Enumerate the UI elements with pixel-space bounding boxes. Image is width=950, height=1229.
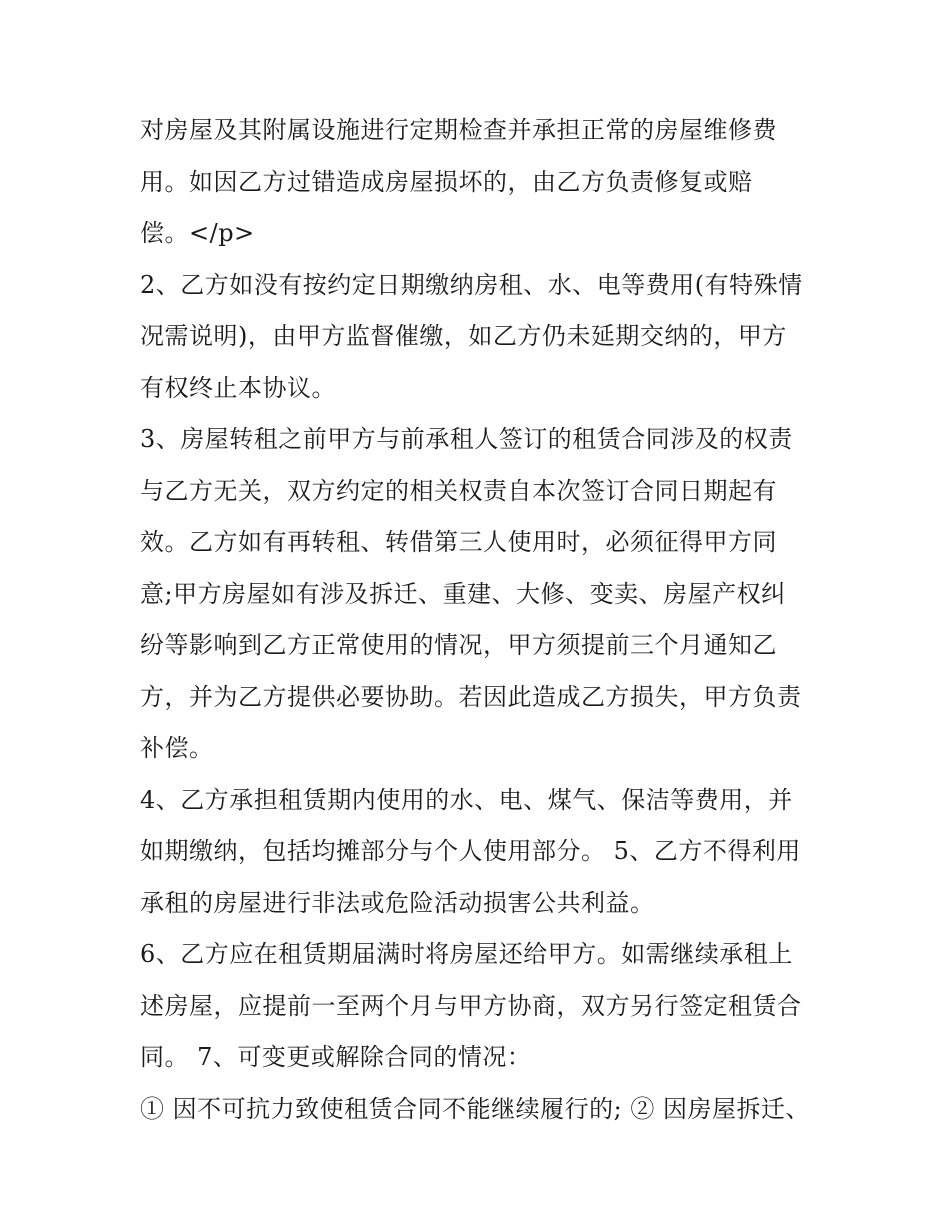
text-line: 纷等影响到乙方正常使用的情况，甲方须提前三个月通知乙 — [140, 631, 777, 659]
text-line: 与乙方无关，双方约定的相关权责自本次签订合同日期起有 — [140, 476, 777, 505]
text-line: 对房屋及其附属设施进行定期检查并承担正常的房屋维修费 — [140, 116, 777, 144]
text-line: 6、乙方应在租赁期届满时将房屋还给甲方。如需继续承租上 — [140, 940, 793, 968]
text-line: 同。 7、可变更或解除合同的情况： — [140, 1043, 532, 1071]
text-line: 如期缴纳，包括均摊部分与个人使用部分。 5、乙方不得利用 — [140, 837, 801, 865]
text-line: 述房屋，应提前一至两个月与甲方协商，双方另行签定租赁合 — [140, 991, 802, 1020]
text-line: 4、乙方承担租赁期内使用的水、电、煤气、保洁等费用，并 — [140, 785, 793, 814]
text-line: 效。乙方如有再转租、转借第三人使用时，必须征得甲方同 — [140, 528, 777, 556]
text-line: 况需说明)，由甲方监督催缴，如乙方仍未延期交纳的，甲方 — [140, 322, 787, 350]
text-line: 偿。</p> — [140, 219, 255, 247]
text-line: 承租的房屋进行非法或危险活动损害公共利益。 — [140, 888, 655, 917]
text-line: 方，并为乙方提供必要协助。若因此造成乙方损失，甲方负责 — [140, 682, 802, 711]
text-line: 2、乙方如没有按约定日期缴纳房租、水、电等费用(有特殊情 — [140, 270, 803, 299]
text-line: 3、房屋转租之前甲方与前承租人签订的租赁合同涉及的权责 — [140, 425, 793, 453]
document-body — [140, 105, 820, 1135]
text-line: ① 因不可抗力致使租赁合同不能继续履行的; ② 因房屋拆迁、 — [140, 1094, 810, 1123]
text-line: 有权终止本协议。 — [140, 373, 336, 402]
text-line: 补偿。 — [140, 734, 214, 762]
text-line: 意;甲方房屋如有涉及拆迁、重建、大修、变卖、房屋产权纠 — [140, 579, 786, 608]
text-line: 用。如因乙方过错造成房屋损坏的，由乙方负责修复或赔 — [140, 167, 753, 196]
